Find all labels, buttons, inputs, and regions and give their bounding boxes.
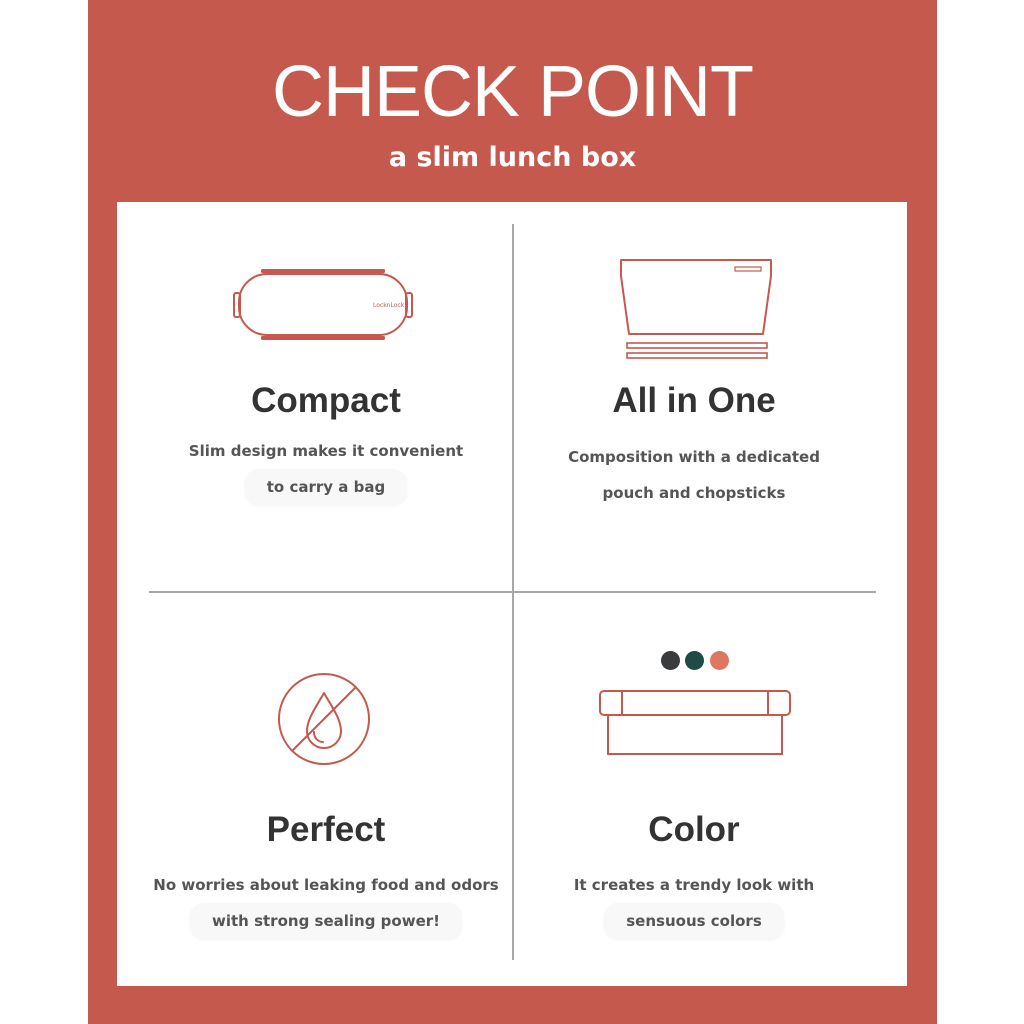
page-subtitle: a slim lunch box <box>388 142 637 173</box>
horizontal-divider <box>149 591 876 593</box>
feature-desc-color <box>514 867 874 939</box>
container-side-icon <box>598 688 792 761</box>
brand-logo-text: LocknLock <box>373 302 405 309</box>
pouch-and-chopsticks-icon <box>617 254 775 369</box>
feature-desc-perfect <box>146 867 506 939</box>
page-title: CHECK POINT <box>271 52 754 132</box>
color-swatch-coral <box>710 651 729 670</box>
color-swatch-dark-gray <box>661 651 680 670</box>
feature-desc-line: pouch and chopsticks <box>602 484 786 502</box>
no-leak-drop-icon <box>276 671 372 772</box>
color-swatch-dark-green <box>685 651 704 670</box>
feature-desc-line: to carry a bag <box>245 469 407 505</box>
feature-desc-line: It creates a trendy look with <box>573 876 815 894</box>
feature-desc-line: sensuous colors <box>604 903 784 939</box>
feature-desc-line: No worries about leaking food and odors <box>153 876 499 894</box>
slim-lunch-box-icon <box>233 266 413 347</box>
feature-title-color: Color <box>648 810 740 849</box>
feature-desc-line: with strong sealing power! <box>190 903 462 939</box>
feature-title-perfect: Perfect <box>266 810 386 849</box>
feature-title-compact: Compact <box>251 381 401 420</box>
feature-desc-all-in-one <box>514 439 874 511</box>
feature-desc-line: Composition with a dedicated <box>568 448 820 466</box>
feature-desc-line: Slim design makes it convenient <box>188 442 464 460</box>
feature-desc-compact <box>146 433 506 505</box>
feature-title-all-in-one: All in One <box>612 381 776 420</box>
